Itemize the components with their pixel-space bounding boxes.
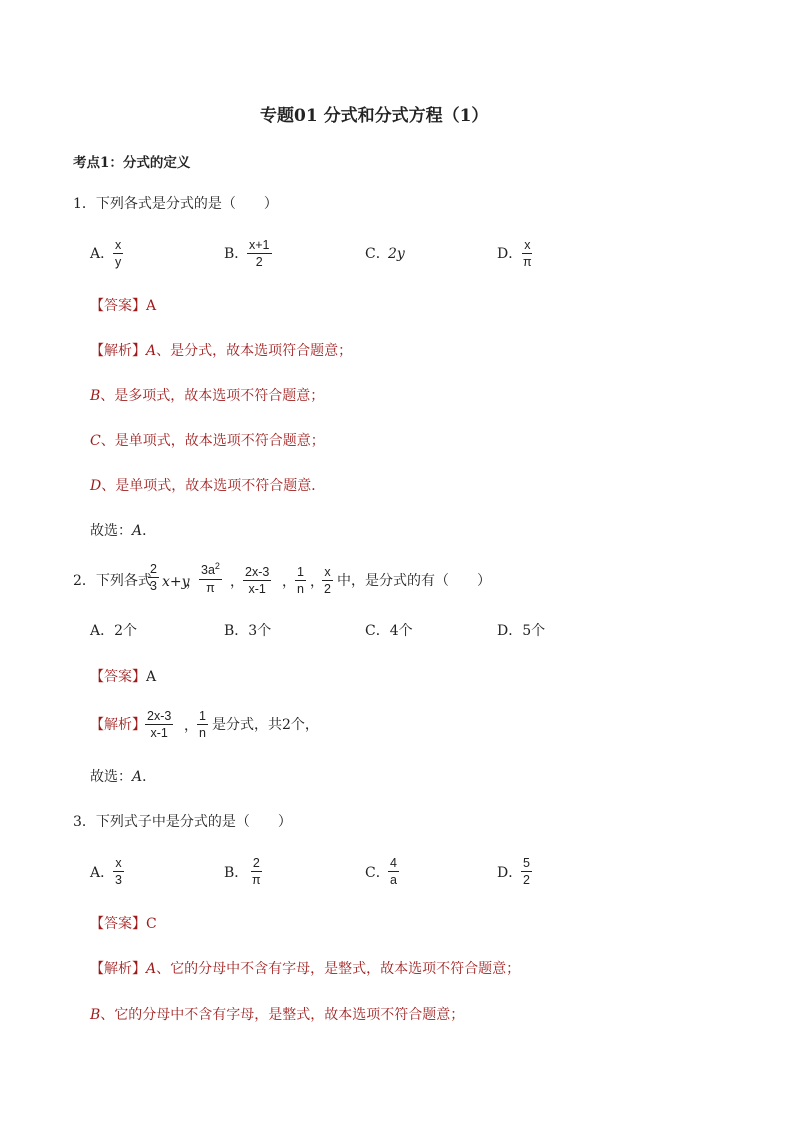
q3-option-a-label: A． xyxy=(90,865,115,881)
q2-option-a: A．2个 xyxy=(90,623,138,639)
numerator: 5 xyxy=(521,856,532,872)
q1-option-c-expression: 2y xyxy=(388,246,405,262)
q2-expr1-fraction xyxy=(148,562,159,594)
numerator xyxy=(199,561,222,580)
answer-value: A xyxy=(146,669,157,685)
denominator: x-1 xyxy=(248,582,266,597)
separator: ， xyxy=(282,574,296,590)
denominator: 3 xyxy=(115,873,122,888)
numerator: x xyxy=(522,238,532,254)
q2-analysis-tag: 【解析】 xyxy=(90,717,146,733)
analysis-text: 、是多项式，故本选项不符合题意； xyxy=(100,388,325,404)
analysis-text: 、它的分母中不含有字母，是整式，故本选项不符合题意； xyxy=(156,961,521,977)
q1-answer xyxy=(90,299,156,313)
numerator: x xyxy=(322,565,332,581)
numerator: 1 xyxy=(295,565,306,581)
numerator: 2 xyxy=(148,562,159,578)
numerator-base: 3a xyxy=(201,563,215,578)
q3-option-b-label: B． xyxy=(224,865,249,881)
page-title: 专题01 分式和分式方程（1） xyxy=(260,106,489,126)
q1-option-d-label: D． xyxy=(497,246,523,262)
numerator: 1 xyxy=(197,709,208,725)
q2-analysis-fraction-2 xyxy=(197,709,208,741)
denominator: n xyxy=(297,582,304,597)
q2-expr4-fraction xyxy=(295,565,306,597)
conclusion-suffix: ． xyxy=(142,769,157,785)
analysis-text: 、是单项式，故本选项不符合题意． xyxy=(101,478,326,494)
q2-expr3-fraction xyxy=(243,565,271,597)
denominator: y xyxy=(115,255,122,270)
analysis-text: 、它的分母中不含有字母，是整式，故本选项不符合题意； xyxy=(100,1007,465,1023)
denominator: π xyxy=(206,580,215,595)
q3-option-c-fraction xyxy=(388,856,399,888)
conclusion-letter: A xyxy=(132,523,143,539)
answer-tag: 【答案】 xyxy=(90,669,146,685)
numerator: 2x-3 xyxy=(145,709,173,725)
option-letter: D xyxy=(90,478,102,494)
numerator: 2x-3 xyxy=(243,565,271,581)
option-letter: B xyxy=(90,388,101,404)
question-3-stem: 3．下列式子中是分式的是（ ） xyxy=(73,814,292,830)
conclusion-suffix: ． xyxy=(142,523,157,539)
conclusion-prefix: 故选： xyxy=(90,523,132,539)
denominator: 3 xyxy=(150,579,157,594)
q1-analysis-line-4 xyxy=(90,479,325,493)
q3-analysis-line-2 xyxy=(90,1008,464,1022)
q2-expr2-fraction xyxy=(199,561,222,595)
q1-conclusion xyxy=(90,524,156,538)
numerator: 4 xyxy=(388,856,399,872)
answer-tag: 【答案】 xyxy=(90,298,146,314)
denominator: 2 xyxy=(523,873,530,888)
separator: ， xyxy=(186,574,200,590)
q1-analysis-line-2 xyxy=(90,389,324,403)
denominator: 2 xyxy=(324,582,331,597)
q2-option-b: B．3个 xyxy=(224,623,272,639)
numerator: 2 xyxy=(251,856,262,872)
q3-option-d-label: D． xyxy=(497,865,523,881)
q1-option-a-fraction xyxy=(113,238,123,270)
separator: ， xyxy=(230,574,244,590)
numerator: x xyxy=(113,856,123,872)
q2-stem-prefix: 2．下列各式 xyxy=(73,573,152,589)
q2-stem-suffix: 中，是分式的有（ ） xyxy=(337,573,491,589)
q2-analysis-tail: 是分式，共2个， xyxy=(212,717,319,733)
q1-option-b-fraction xyxy=(247,238,272,270)
analysis-tag: 【解析】 xyxy=(90,343,146,359)
numerator: x xyxy=(113,238,123,254)
answer-value: C xyxy=(146,916,157,932)
separator: ， xyxy=(184,718,198,734)
denominator: π xyxy=(523,255,532,270)
q1-option-a-label: A． xyxy=(90,246,115,262)
q3-analysis-line-1 xyxy=(90,962,520,976)
q3-answer xyxy=(90,917,157,931)
answer-value: A xyxy=(146,298,157,314)
option-letter: C xyxy=(90,433,101,449)
answer-tag: 【答案】 xyxy=(90,916,146,932)
denominator: a xyxy=(390,873,397,888)
separator: ， xyxy=(310,574,324,590)
denominator: n xyxy=(199,726,206,741)
section-heading: 考点1：分式的定义 xyxy=(73,155,191,171)
denominator: π xyxy=(252,873,261,888)
denominator: x-1 xyxy=(150,726,168,741)
q2-answer xyxy=(90,670,156,684)
q2-expr1-tail: x+y xyxy=(162,574,190,590)
option-letter: B xyxy=(90,1007,101,1023)
q2-analysis-fraction-1 xyxy=(145,709,173,741)
q2-option-d: D．5个 xyxy=(497,623,546,639)
option-letter: A xyxy=(146,961,157,977)
numerator: x+1 xyxy=(247,238,272,254)
analysis-text: 、是分式，故本选项符合题意； xyxy=(156,343,353,359)
analysis-text: 、是单项式，故本选项不符合题意； xyxy=(100,433,325,449)
q3-option-a-fraction xyxy=(113,856,124,888)
q2-expr5-fraction xyxy=(322,565,333,597)
conclusion-letter: A xyxy=(132,769,143,785)
exponent: 2 xyxy=(214,561,220,571)
q1-option-b-label: B． xyxy=(224,246,249,262)
q1-analysis-line-1 xyxy=(90,344,352,358)
question-1-stem: 1．下列各式是分式的是（ ） xyxy=(73,196,278,212)
option-letter: A xyxy=(146,343,157,359)
q3-option-d-fraction xyxy=(521,856,532,888)
q1-option-c-label: C． xyxy=(365,246,390,262)
q3-option-b-fraction xyxy=(250,856,263,888)
q3-option-c-label: C． xyxy=(365,865,390,881)
q2-conclusion xyxy=(90,770,156,784)
q1-option-d-fraction xyxy=(521,238,534,270)
q1-analysis-line-3 xyxy=(90,434,325,448)
conclusion-prefix: 故选： xyxy=(90,769,132,785)
q2-option-c: C．4个 xyxy=(365,623,413,639)
denominator: 2 xyxy=(255,255,263,270)
analysis-tag: 【解析】 xyxy=(90,961,146,977)
